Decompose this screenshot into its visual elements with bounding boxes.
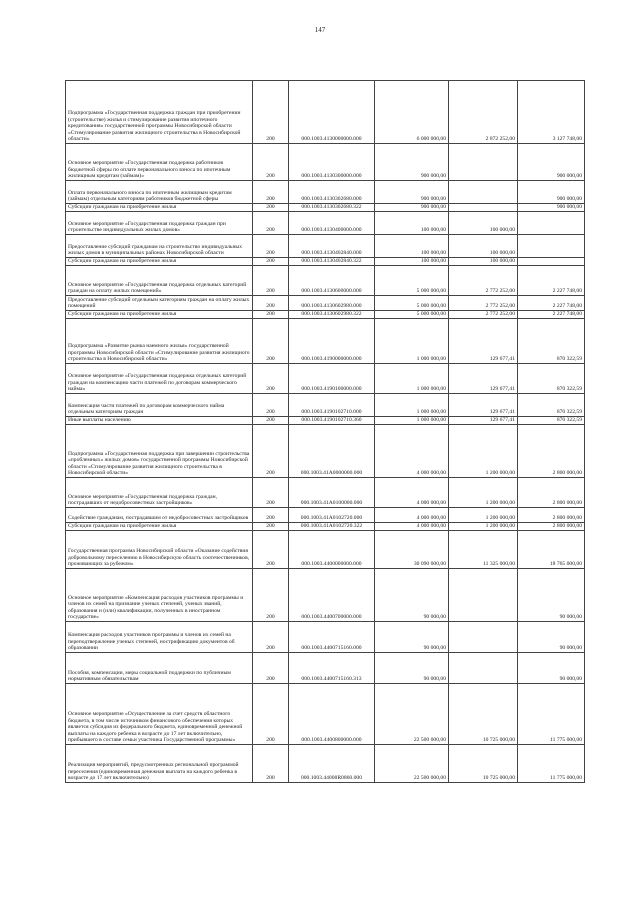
row-total: 100 000,00 (375, 212, 449, 235)
row-total: 6 000 000,00 (375, 81, 449, 144)
table-row (66, 258, 585, 266)
row-total: 900 000,00 (375, 144, 449, 181)
row-rest: 3 127 748,00 (518, 81, 585, 144)
row-total: 1 000 000,00 (375, 319, 449, 364)
row-total: 900 000,00 (375, 181, 449, 204)
row-code: 000.1003.4190102710.360 (289, 417, 375, 425)
row-spent: 100 000,00 (449, 212, 518, 235)
row-code: 000.1003.4130300000.000 (289, 144, 375, 181)
page-number: 147 (314, 26, 326, 34)
row-rest: 870 322,59 (518, 364, 585, 394)
row-code: 000.1003.41A0102720.000 (289, 508, 375, 523)
row-kvr: 200 (253, 531, 289, 569)
table-row (66, 204, 585, 212)
row-spent: 1 200 000,00 (449, 478, 518, 508)
row-kvr: 200 (253, 204, 289, 212)
row-total: 1 000 000,00 (375, 364, 449, 394)
row-spent: 10 725 000,00 (449, 684, 518, 745)
table-row (66, 531, 585, 569)
row-rest (518, 235, 585, 258)
row-code: 000.1003.44008R0860.000 (289, 745, 375, 783)
row-spent: 100 000,00 (449, 258, 518, 266)
row-name: Основное мероприятие «Государственная поддержка работников бюджетной сферы по оплате первоначального взноса по ипотечным жилищным кредитам (займам)» (66, 144, 253, 181)
row-rest: 870 322,59 (518, 319, 585, 364)
row-rest: 870 322,59 (518, 394, 585, 417)
row-name: Компенсация расходов участников программы и членов их семей на переподтвержление ученых степеней, нострификацию документов об образовании (66, 622, 253, 653)
row-kvr: 200 (253, 569, 289, 622)
row-total: 100 000,00 (375, 258, 449, 266)
row-total: 900 000,00 (375, 204, 449, 212)
row-kvr: 200 (253, 394, 289, 417)
table-row (66, 266, 585, 296)
row-rest: 900 000,00 (518, 181, 585, 204)
row-code: 000.1003.4130600000.000 (289, 266, 375, 296)
row-rest: 2 800 000,00 (518, 508, 585, 523)
table-row (66, 181, 585, 204)
row-kvr: 200 (253, 478, 289, 508)
row-spent: 2 772 252,00 (449, 266, 518, 296)
row-name: Иные выплаты населению (66, 417, 253, 425)
row-total: 100 000,00 (375, 235, 449, 258)
row-kvr: 200 (253, 684, 289, 745)
table-row (66, 745, 585, 783)
row-kvr: 200 (253, 181, 289, 204)
row-total: 22 500 000,00 (375, 745, 449, 783)
row-kvr: 200 (253, 508, 289, 523)
row-code: 000.1003.4190000000.000 (289, 319, 375, 364)
row-total: 90 000,00 (375, 622, 449, 653)
table-row (66, 311, 585, 319)
table-row (66, 425, 585, 478)
row-name: Оплата первоначального взноса по ипотечным жилищным кредитам (займам) отдельным категориям работников бюджетной сферы (66, 181, 253, 204)
row-kvr: 200 (253, 417, 289, 425)
row-kvr: 200 (253, 523, 289, 531)
table-row (66, 417, 585, 425)
table-row (66, 212, 585, 235)
row-rest: 870 322,59 (518, 417, 585, 425)
row-spent (449, 144, 518, 181)
row-spent: 129 677,41 (449, 394, 518, 417)
table-row (66, 622, 585, 653)
row-code: 000.1003.41A0100000.000 (289, 478, 375, 508)
row-name: Основное мероприятие «Государственная поддержка граждан при строительстве индивидуальных жилых домов» (66, 212, 253, 235)
row-code: 000.1003.4400800000.000 (289, 684, 375, 745)
row-rest: 900 000,00 (518, 144, 585, 181)
row-kvr: 200 (253, 296, 289, 311)
row-name: Подпрограмма «Развитие рынка наемного жилья» государственной программы Новосибирской области «Стимулирование развития жилищного строительства в Новосибирской области» (66, 319, 253, 364)
row-total: 4 000 000,00 (375, 523, 449, 531)
table-row (66, 684, 585, 745)
row-total: 5 000 000,00 (375, 296, 449, 311)
row-code: 000.1003.4400700000.000 (289, 569, 375, 622)
row-kvr: 200 (253, 364, 289, 394)
row-rest (518, 212, 585, 235)
table-row (66, 235, 585, 258)
table-row (66, 364, 585, 394)
row-total: 22 500 000,00 (375, 684, 449, 745)
row-kvr: 200 (253, 745, 289, 783)
row-spent: 2 772 252,00 (449, 296, 518, 311)
row-rest: 2 227 748,00 (518, 311, 585, 319)
row-name: Субсидии гражданам на приобретение жилья (66, 523, 253, 531)
row-code: 000.1003.4400715160.313 (289, 653, 375, 684)
row-spent (449, 569, 518, 622)
row-total: 90 000,00 (375, 653, 449, 684)
row-name: Реализация мероприятий, предусмотренных региональной программой переселения (единовременная денежная выплата на каждого ребенка в возрасте до 17 лет включительно) (66, 745, 253, 783)
row-name: Пособия, компенсации, меры социальной поддержки по публичным нормативным обязательствам (66, 653, 253, 684)
row-code: 000.1003.4130402840.322 (289, 258, 375, 266)
row-spent (449, 181, 518, 204)
table-row (66, 319, 585, 364)
row-kvr: 200 (253, 653, 289, 684)
row-kvr: 200 (253, 319, 289, 364)
row-code: 000.1003.4130302680.322 (289, 204, 375, 212)
row-code: 000.1003.4400000000.000 (289, 531, 375, 569)
row-name: Подпрограмма «Государственная поддержка при завершении строительства «проблемных» жилых домов» государственной программы Новосибирской области «Стимулирование развития жилищного строительства в Новосибирской области» (66, 425, 253, 478)
row-code: 000.1003.4190100000.000 (289, 364, 375, 394)
row-total: 90 000,00 (375, 569, 449, 622)
row-kvr: 200 (253, 622, 289, 653)
row-rest: 90 000,00 (518, 569, 585, 622)
row-spent: 1 200 000,00 (449, 425, 518, 478)
row-spent: 2 872 252,00 (449, 81, 518, 144)
table-row (66, 653, 585, 684)
row-total: 4 000 000,00 (375, 425, 449, 478)
row-total: 4 000 000,00 (375, 508, 449, 523)
row-kvr: 200 (253, 266, 289, 296)
row-name: Основное мероприятие «Осуществление за счет средств областного бюджета, в том числе источником финансового обеспечения которых является субсидия из федерального бюджета, единовременной денежной выплаты на каждого ребенка в возрасте до 17 лет включительно, прибывшего в составе семьи участника Государственной программы» (66, 684, 253, 745)
row-rest: 90 000,00 (518, 622, 585, 653)
row-name: Подпрограмма «Государственная поддержка граждан при приобретении (строительстве) жилья и стимулирование развития ипотечного кредитования» государственной программы Новосибирской области «Стимулирование развития жилищного строительства в Новосибирской области» (66, 81, 253, 144)
table-row (66, 523, 585, 531)
row-rest: 11 775 000,00 (518, 684, 585, 745)
row-code: 000.1003.4130602980.322 (289, 311, 375, 319)
row-spent: 129 677,41 (449, 417, 518, 425)
table-row (66, 508, 585, 523)
row-name: Субсидии гражданам на приобретение жилья (66, 204, 253, 212)
row-rest (518, 258, 585, 266)
row-spent: 1 200 000,00 (449, 523, 518, 531)
row-code: 000.1003.4400715160.000 (289, 622, 375, 653)
row-kvr: 200 (253, 144, 289, 181)
table-row (66, 394, 585, 417)
row-total: 30 090 000,00 (375, 531, 449, 569)
row-spent: 100 000,00 (449, 235, 518, 258)
row-code: 000.1003.4130402840.000 (289, 235, 375, 258)
row-rest: 900 000,00 (518, 204, 585, 212)
table-row (66, 81, 585, 144)
row-name: Субсидии гражданам на приобретение жилья (66, 258, 253, 266)
row-kvr: 200 (253, 212, 289, 235)
row-rest: 2 800 000,00 (518, 523, 585, 531)
row-code: 000.1003.4190102710.000 (289, 394, 375, 417)
row-rest: 2 227 748,00 (518, 296, 585, 311)
row-spent: 129 677,41 (449, 319, 518, 364)
row-spent (449, 622, 518, 653)
row-name: Государственная программа Новосибирской области «Оказание содействия добровольному переселению в Новосибирскую область соотечественников, проживающих за рубежом» (66, 531, 253, 569)
row-total: 5 000 000,00 (375, 266, 449, 296)
row-name: Содействие гражданам, пострадавшим от недобросовестных застройщиков (66, 508, 253, 523)
row-code: 000.1003.41A0000000.000 (289, 425, 375, 478)
row-total: 1 000 000,00 (375, 394, 449, 417)
table-row (66, 478, 585, 508)
table-row (66, 296, 585, 311)
budget-table (65, 80, 585, 783)
row-code: 000.1003.4130602980.000 (289, 296, 375, 311)
row-spent: 11 325 000,00 (449, 531, 518, 569)
row-kvr: 200 (253, 311, 289, 319)
row-rest: 11 775 000,00 (518, 745, 585, 783)
row-spent (449, 653, 518, 684)
row-rest: 18 765 000,00 (518, 531, 585, 569)
row-kvr: 200 (253, 258, 289, 266)
row-spent: 2 772 252,00 (449, 311, 518, 319)
row-name: Предоставление субсидий отдельным категориям граждан на оплату жилых помещений (66, 296, 253, 311)
row-code: 000.1003.4130400000.000 (289, 212, 375, 235)
row-kvr: 200 (253, 81, 289, 144)
row-rest: 2 800 000,00 (518, 425, 585, 478)
row-code: 000.1003.4130000000.000 (289, 81, 375, 144)
row-name: Компенсация части платежей по договорам коммерческого найма отдельным категориям граждан (66, 394, 253, 417)
row-name: Основное мероприятие «Государственная поддержка отдельных категорий граждан на компенсацию части платежей по договорам коммерческого найма» (66, 364, 253, 394)
row-spent: 10 725 000,00 (449, 745, 518, 783)
table-row (66, 569, 585, 622)
row-spent: 1 200 000,00 (449, 508, 518, 523)
row-total: 1 000 000,00 (375, 417, 449, 425)
row-total: 5 000 000,00 (375, 311, 449, 319)
row-rest: 2 227 748,00 (518, 266, 585, 296)
row-rest: 90 000,00 (518, 653, 585, 684)
row-code: 000.1003.41A0102720.322 (289, 523, 375, 531)
table-row (66, 144, 585, 181)
row-total: 4 000 000,00 (375, 478, 449, 508)
row-name: Основное мероприятие «Компенсация расходов участников программы и членов их семей на признание ученых степеней, ученых званий, образования и (или) квалификации, полученных в иностранном государстве» (66, 569, 253, 622)
row-name: Основное мероприятие «Государственная поддержка граждан, пострадавших от недобросовестных застройщиков» (66, 478, 253, 508)
row-spent: 129 677,41 (449, 364, 518, 394)
row-spent (449, 204, 518, 212)
row-name: Предоставление субсидий гражданам на строительство индивидуальных жилых домов в муниципальных районах Новосибирской области (66, 235, 253, 258)
row-name: Основное мероприятие «Государственная поддержка отдельных категорий граждан на оплату жилых помещений» (66, 266, 253, 296)
row-name: Субсидии гражданам на приобретение жилья (66, 311, 253, 319)
row-kvr: 200 (253, 235, 289, 258)
row-rest: 2 800 000,00 (518, 478, 585, 508)
row-code: 000.1003.4130302680.000 (289, 181, 375, 204)
row-kvr: 200 (253, 425, 289, 478)
